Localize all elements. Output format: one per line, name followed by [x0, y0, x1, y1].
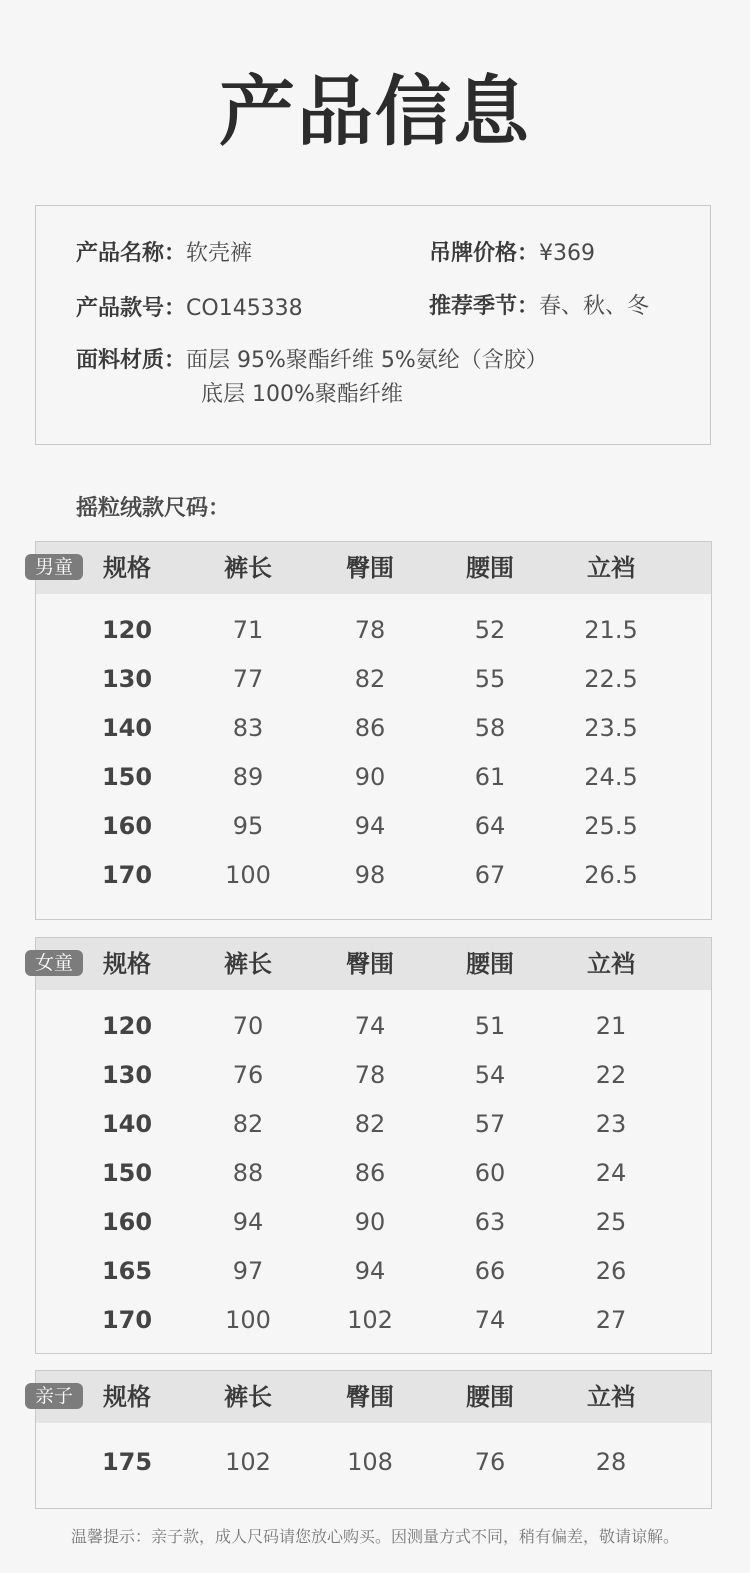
table-cell-length: 77: [232, 665, 264, 693]
table-row: [36, 762, 711, 792]
table-cell-waist: 60: [474, 1159, 506, 1187]
style-number-row: [76, 294, 303, 324]
table-cell-waist: 52: [474, 616, 506, 644]
column-header-waist: 腰围: [466, 554, 514, 582]
table-row: [36, 1060, 711, 1090]
table-cell-length: 76: [232, 1061, 264, 1089]
table-cell-rise: 21.5: [584, 616, 638, 644]
column-header-length: 裤长: [224, 554, 272, 582]
product-name-value: 软壳裤: [186, 241, 253, 266]
material-row-2: [201, 380, 403, 410]
table-cell-rise: 22: [595, 1061, 627, 1089]
table-cell-length: 102: [225, 1448, 271, 1476]
table-cell-hip: 98: [354, 861, 386, 889]
table-cell-hip: 94: [354, 812, 386, 840]
table-row: [36, 811, 711, 841]
style-number-label: 产品款号：: [76, 296, 187, 321]
table-cell-length: 83: [232, 714, 264, 742]
table-row: [36, 713, 711, 743]
table-cell-waist: 55: [474, 665, 506, 693]
table-cell-waist: 76: [474, 1448, 506, 1476]
table-row: [36, 1158, 711, 1188]
size-table: [35, 541, 712, 920]
table-cell-length: 100: [225, 861, 271, 889]
column-header-waist: 腰围: [466, 950, 514, 978]
table-cell-size: 130: [101, 1061, 153, 1089]
table-cell-rise: 26.5: [584, 861, 638, 889]
column-header-size: 规格: [103, 1383, 151, 1411]
footer-note: 温馨提示：亲子款，成人尺码请您放心购买。因测量方式不同，稍有偏差，敬请谅解。: [70, 1527, 679, 1546]
table-cell-size: 130: [101, 665, 153, 693]
style-number-value: CO145338: [186, 296, 303, 321]
column-header-rise: 立裆: [587, 950, 635, 978]
table-cell-rise: 28: [595, 1448, 627, 1476]
table-cell-hip: 86: [354, 714, 386, 742]
table-cell-rise: 24: [595, 1159, 627, 1187]
table-cell-size: 120: [101, 616, 153, 644]
table-cell-hip: 82: [354, 665, 386, 693]
table-cell-size: 160: [101, 1208, 153, 1236]
size-section-label: 摇粒绒款尺码：: [76, 496, 231, 521]
table-cell-rise: 22.5: [584, 665, 638, 693]
table-row: [36, 860, 711, 890]
column-header-waist: 腰围: [466, 1383, 514, 1411]
material-row: [76, 346, 548, 376]
table-cell-hip: 78: [354, 616, 386, 644]
table-cell-waist: 51: [474, 1012, 506, 1040]
table-cell-size: 150: [101, 1159, 153, 1187]
column-header-rise: 立裆: [587, 554, 635, 582]
size-table: [35, 937, 712, 1354]
column-header-length: 裤长: [224, 950, 272, 978]
table-cell-size: 170: [101, 861, 153, 889]
page-title: 产品信息: [219, 67, 531, 156]
product-info-box: [35, 205, 711, 445]
material-label: 面料材质：: [76, 348, 187, 373]
table-cell-hip: 86: [354, 1159, 386, 1187]
table-cell-length: 82: [232, 1110, 264, 1138]
table-cell-length: 95: [232, 812, 264, 840]
table-cell-waist: 64: [474, 812, 506, 840]
tag-price-label: 吊牌价格：: [429, 241, 540, 266]
column-header-size: 规格: [103, 950, 151, 978]
material-line-2: 底层 100%聚酯纤维: [201, 382, 403, 407]
table-cell-length: 97: [232, 1257, 264, 1285]
table-cell-rise: 23.5: [584, 714, 638, 742]
table-cell-hip: 102: [347, 1306, 393, 1334]
season-label: 推荐季节：: [429, 294, 540, 319]
table-cell-size: 120: [101, 1012, 153, 1040]
table-row: [36, 1207, 711, 1237]
table-cell-size: 140: [101, 714, 153, 742]
table-row: [36, 664, 711, 694]
column-header-hip: 臀围: [346, 1383, 394, 1411]
table-cell-hip: 90: [354, 1208, 386, 1236]
group-badge: 男童: [25, 554, 83, 580]
material-line-1: 面层 95%聚酯纤维 5%氨纶（含胶）: [186, 348, 548, 373]
table-cell-waist: 66: [474, 1257, 506, 1285]
column-header-hip: 臀围: [346, 554, 394, 582]
table-cell-waist: 54: [474, 1061, 506, 1089]
group-badge: 女童: [25, 950, 83, 976]
table-row: [36, 1447, 711, 1477]
table-cell-rise: 26: [595, 1257, 627, 1285]
table-cell-rise: 27: [595, 1306, 627, 1334]
table-row: [36, 1305, 711, 1335]
table-row: [36, 1011, 711, 1041]
table-cell-waist: 57: [474, 1110, 506, 1138]
table-header-row: [36, 938, 711, 990]
column-header-rise: 立裆: [587, 1383, 635, 1411]
size-table: [35, 1370, 712, 1509]
table-cell-length: 100: [225, 1306, 271, 1334]
table-cell-rise: 25.5: [584, 812, 638, 840]
column-header-size: 规格: [103, 554, 151, 582]
table-cell-size: 150: [101, 763, 153, 791]
tag-price-value: ¥369: [539, 241, 596, 266]
table-cell-rise: 21: [595, 1012, 627, 1040]
table-cell-rise: 25: [595, 1208, 627, 1236]
table-cell-waist: 63: [474, 1208, 506, 1236]
table-cell-hip: 78: [354, 1061, 386, 1089]
table-cell-waist: 74: [474, 1306, 506, 1334]
table-cell-size: 140: [101, 1110, 153, 1138]
table-row: [36, 615, 711, 645]
table-cell-size: 170: [101, 1306, 153, 1334]
table-cell-size: 165: [101, 1257, 153, 1285]
table-cell-waist: 61: [474, 763, 506, 791]
table-cell-length: 70: [232, 1012, 264, 1040]
season-value: 春、秋、冬: [539, 294, 650, 319]
table-cell-hip: 90: [354, 763, 386, 791]
tag-price-row: [429, 239, 595, 269]
table-cell-hip: 108: [347, 1448, 393, 1476]
table-row: [36, 1109, 711, 1139]
column-header-length: 裤长: [224, 1383, 272, 1411]
table-cell-hip: 74: [354, 1012, 386, 1040]
product-name-label: 产品名称：: [76, 241, 187, 266]
group-badge: 亲子: [25, 1383, 83, 1409]
table-header-row: [36, 1371, 711, 1423]
table-cell-length: 88: [232, 1159, 264, 1187]
table-header-row: [36, 542, 711, 594]
table-cell-rise: 24.5: [584, 763, 638, 791]
table-cell-hip: 82: [354, 1110, 386, 1138]
season-row: [429, 292, 649, 322]
table-cell-size: 175: [101, 1448, 153, 1476]
table-cell-length: 94: [232, 1208, 264, 1236]
table-cell-waist: 67: [474, 861, 506, 889]
table-cell-hip: 94: [354, 1257, 386, 1285]
column-header-hip: 臀围: [346, 950, 394, 978]
table-cell-length: 71: [232, 616, 264, 644]
table-row: [36, 1256, 711, 1286]
table-cell-size: 160: [101, 812, 153, 840]
table-cell-length: 89: [232, 763, 264, 791]
table-cell-waist: 58: [474, 714, 506, 742]
product-name-row: [76, 239, 252, 269]
table-cell-rise: 23: [595, 1110, 627, 1138]
